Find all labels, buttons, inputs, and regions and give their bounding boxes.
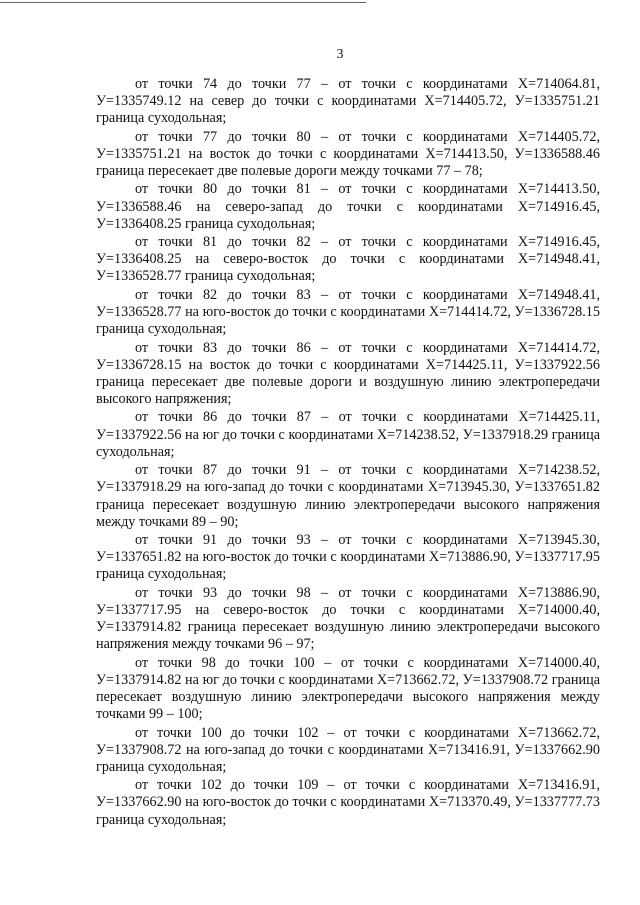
paragraph: от точки 77 до точки 80 – от точки с координатами X=714405.72, У=1335751.21 на восток до точки с координатами X=714413.50, У=1336588.46 граница пересекает две полевые дороги между точками 77 – 78; — [96, 128, 600, 180]
paragraph: от точки 100 до точки 102 – от точки с координатами X=713662.72, У=1337908.72 на юго-запад до точки с координатами X=713416.91, У=1337662.90 граница суходольная; — [96, 724, 600, 775]
paragraph: от точки 87 до точки 91 – от точки с координатами X=714238.52, У=1337918.29 на юго-запад до точки с координатами X=713945.30, У=1337651.82 граница пересекает воздушную линию электропередачи высокого напряжения между точками 89 – 90; — [96, 462, 600, 530]
top-rule — [0, 2, 366, 3]
paragraph: от точки 81 до точки 82 – от точки с координатами X=714916.45, У=1336408.25 на северо-восток до точки с координатами X=714948.41, У=1336528.77 граница суходольная; — [96, 234, 600, 285]
paragraph: от точки 80 до точки 81 – от точки с координатами X=714413.50, У=1336588.46 на северо-запад до точки с координатами X=714916.45, У=1336408.25 граница суходольная; — [96, 181, 600, 232]
paragraph: от точки 74 до точки 77 – от точки с координатами X=714064.81, У=1335749.12 на север до точки с координатами X=714405.72, У=1335751.21 граница суходольная; — [96, 76, 600, 127]
paragraph: от точки 82 до точки 83 – от точки с координатами X=714948.41, У=1336528.77 на юго-восток до точки с координатами X=714414.72, У=1336728.15 граница суходольная; — [96, 286, 600, 338]
paragraph: от точки 83 до точки 86 – от точки с координатами X=714414.72, У=1336728.15 на восток до точки с координатами X=714425.11, У=1337922.56 граница пересекает две полевые дороги и воздушную линию электропередачи высокого напряжения; — [96, 339, 600, 408]
paragraph: от точки 98 до точки 100 – от точки с координатами X=714000.40, У=1337914.82 на юг до точки с координатами X=713662.72, У=1337908.72 граница пересекает воздушную линию электропередачи высокого напряжения между точками 99 – 100; — [96, 654, 600, 723]
paragraph: от точки 102 до точки 109 – от точки с координатами X=713416.91, У=1337662.90 на юго-восток до точки с координатами X=713370.49, У=1337777.73 граница суходольная; — [96, 777, 600, 828]
page-number: 3 — [336, 47, 344, 62]
paragraph: от точки 91 до точки 93 – от точки с координатами X=713945.30, У=1337651.82 на юго-восток до точки с координатами X=713886.90, У=1337717.95 граница суходольная; — [96, 532, 600, 583]
paragraph: от точки 86 до точки 87 – от точки с координатами X=714425.11, У=1337922.56 на юг до точки с координатами X=714238.52, У=1337918.29 граница суходольная; — [96, 409, 600, 460]
paragraph: от точки 93 до точки 98 – от точки с координатами X=713886.90, У=1337717.95 на северо-восток до точки с координатами X=714000.40, У=1337914.82 граница пересекает воздушную линию электропередачи высокого напряжения между точками 96 – 97; — [96, 584, 600, 653]
document-body — [96, 76, 600, 830]
